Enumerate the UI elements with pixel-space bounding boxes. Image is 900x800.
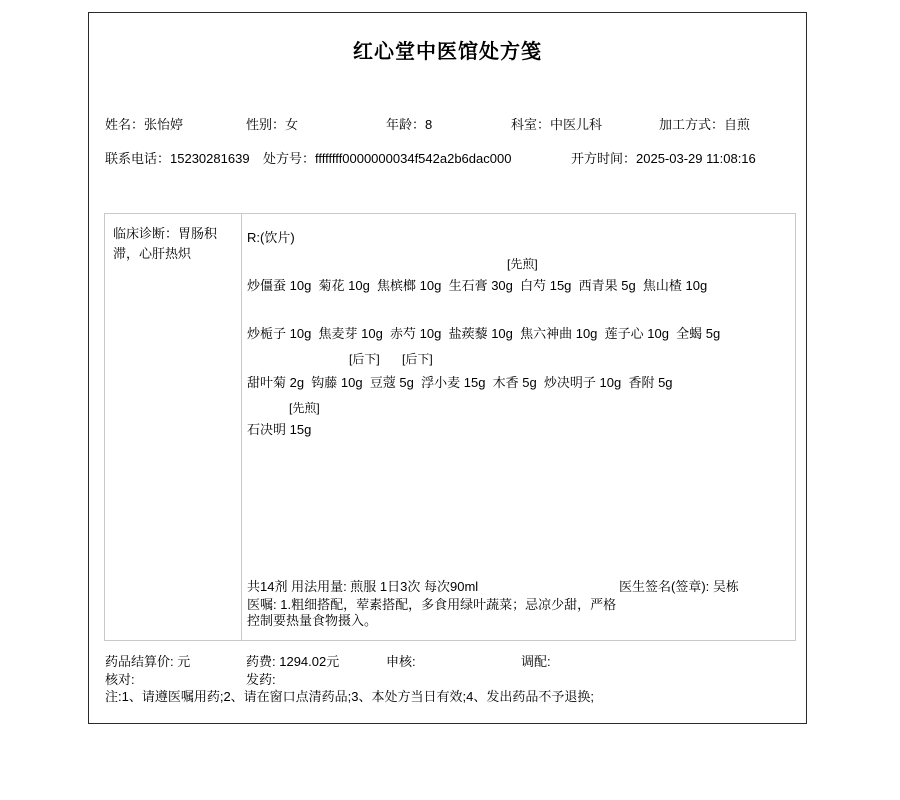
field-dispense [246,672,276,688]
processing-value: 自煎 [724,117,751,132]
field-patient-age [386,117,432,133]
medical-advice: 医嘱: 1.粗细搭配，荤素搭配，多食用绿叶蔬菜；忌凉少甜，严格控制要热量食物摄入。 [247,597,617,628]
marker-xianjian-1: [先煎] [507,257,538,271]
herb-line-4: 石决明 15g [247,422,312,437]
prescription-sheet [88,12,807,724]
dispense-label: 发药: [246,672,276,687]
prescription-box [104,213,796,641]
settle-price-label: 药品结算价: [105,654,178,669]
department-value: 中医儿科 [550,117,603,132]
patient-name-value: 张怡婷 [144,117,184,132]
field-review [386,654,416,670]
diagnosis-cell [105,214,242,640]
department-label: 科室： [511,117,551,132]
field-processing-method [659,117,750,133]
doctor-signature [619,579,739,595]
herb-line-1: 炒僵蚕 10g 菊花 10g 焦槟榔 10g 生石膏 30g 白芍 15g 西青果 5g 焦山楂 10g [247,278,708,293]
issue-time-value: 2025-03-29 11:08:16 [636,151,756,166]
herb-line-2: 炒栀子 10g 焦麦芽 10g 赤芍 10g 盐蒺藜 10g 焦六神曲 10g 莲子心 10g 全蝎 5g [247,326,721,341]
page-title: 红心堂中医馆处方笺 [353,41,542,63]
footer-note: 注:1、请遵医嘱用药;2、请在窗口点清药品;3、本处方当日有效;4、发出药品不予退换; [105,689,594,704]
field-rx-number [263,151,511,167]
field-patient-gender [246,117,298,133]
doctor-signature-label: 医生签名(签章): [619,579,713,594]
field-phone [105,151,250,167]
field-prepare [521,654,551,670]
marker-xianjian-2: [先煎] [289,401,320,415]
rx-number-label: 处方号： [263,151,316,166]
field-patient-name [105,117,183,133]
medicine-fee-label: 药费: [246,654,280,669]
patient-name-label: 姓名： [105,117,145,132]
medicine-fee-value: 1294.02元 [279,654,340,669]
patient-gender-value: 女 [285,117,299,132]
rx-number-value: ffffffff0000000034f542a2b6dac000 [315,151,512,166]
patient-age-value: 8 [425,117,433,132]
herb-line-3: 甜叶菊 2g 钩藤 10g 豆蔻 5g 浮小麦 15g 木香 5g 炒决明子 10g 香附 5g [247,375,673,390]
diagnosis-value: 胃肠积滞，心肝热炽 [113,226,218,261]
marker-houxia-1: [后下] [349,352,380,366]
patient-gender-label: 性别： [246,117,286,132]
marker-houxia-2: [后下] [402,352,433,366]
processing-label: 加工方式： [659,117,725,132]
field-medicine-fee [246,654,339,670]
field-settle-price [105,654,190,670]
issue-time-label: 开方时间： [571,151,637,166]
prepare-label: 调配: [521,654,551,669]
patient-age-label: 年龄： [386,117,426,132]
diagnosis-label: 临床诊断： [113,226,179,241]
field-department [511,117,602,133]
phone-label: 联系电话： [105,151,171,166]
rx-header: R:(饮片) [247,230,295,245]
review-label: 申核: [386,654,416,669]
doctor-signature-value: 吴栋 [712,579,739,594]
check-label: 核对: [105,672,135,687]
field-issue-time [571,151,756,167]
settle-price-value: 元 [177,654,191,669]
dosage-line: 共14剂 用法用量: 煎服 1日3次 每次90ml [247,579,479,594]
phone-value: 15230281639 [170,151,250,166]
field-check [105,672,135,688]
